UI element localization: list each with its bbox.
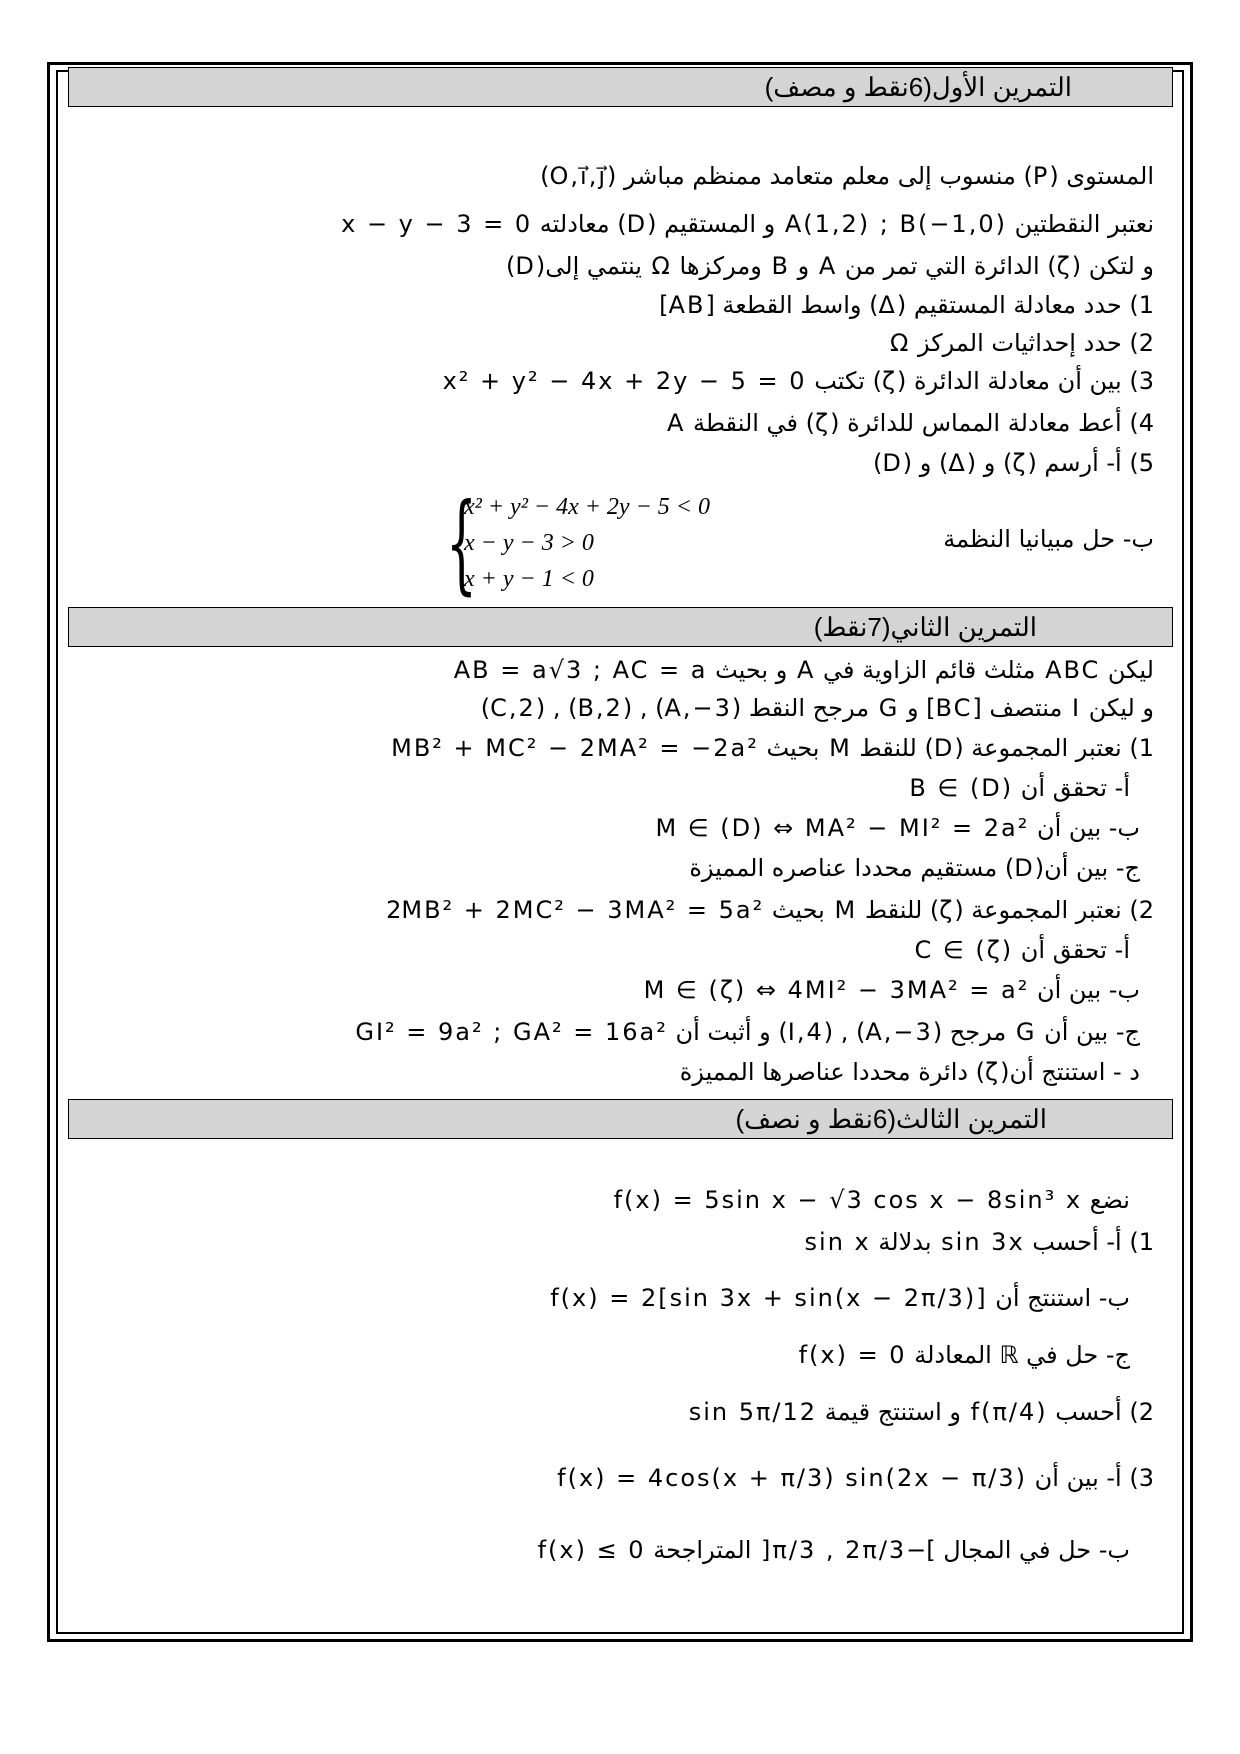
ex3-question-1a: 1) أ- أحسب sin 3x بدلالة sin x [804, 1228, 1154, 1256]
ex2-question-2c: ج- بين أن G مرجح (A,−3) , (I,4) و أثبت أن GI² = 9a² ; GA² = 16a² [355, 1018, 1140, 1046]
ex2-question-2a: أ- تحقق أن C ∈ (ζ) [914, 936, 1130, 964]
ex1-question-3: 3) بين أن معادلة الدائرة (ζ) تكتب x² + y² − 4x + 2y − 5 = 0 [442, 367, 1154, 395]
ex3-question-1c: ج- حل في ℝ المعادلة f(x) = 0 [798, 1341, 1130, 1369]
exercise-2-header [68, 607, 1173, 647]
exercise-3-title: التمرين الثالث(6نقط و نصف) [735, 1104, 1047, 1134]
system-row-3: x + y − 1 < 0 [464, 566, 594, 592]
ex3-line-1: نضع f(x) = 5sin x − √3 cos x − 8sin³ x [613, 1186, 1130, 1214]
inequality-system [446, 481, 766, 606]
ex2-question-2d: د - استنتج أن(ζ) دائرة محددا عناصرها المميزة [679, 1058, 1140, 1086]
exercise-2-title: التمرين الثاني(7نقط) [813, 612, 1037, 642]
ex3-question-3a: 3) أ- بين أن f(x) = 4cos(x + π/3) sin(2x − π/3) [557, 1464, 1154, 1492]
ex2-question-1: 1) نعتبر المجموعة (D) للنقط M بحيث MB² + MC² − 2MA² = −2a² [391, 734, 1154, 762]
ex1-line-2: نعتبر النقطتين A(1,2) ; B(−1,0) و المستقيم (D) معادلته x − y − 3 = 0 [341, 210, 1154, 238]
ex1-line-1: المستوى (P) منسوب إلى معلم متعامد ممنظم مباشر (O,i⃗,j⃗) [540, 162, 1154, 190]
ex2-question-1b: ب- بين أن M ∈ (D) ⇔ MA² − MI² = 2a² [655, 814, 1140, 842]
system-row-2: x − y − 3 > 0 [464, 530, 594, 556]
ex3-question-1b: ب- استنتج أن f(x) = 2[sin 3x + sin(x − 2π/3)] [550, 1284, 1130, 1312]
ex3-question-2: 2) أحسب f(π/4) و استنتج قيمة sin 5π/12 [688, 1398, 1154, 1426]
ex2-question-1c: ج- بين أن(D) مستقيم محددا عناصره المميزة [689, 854, 1140, 882]
ex1-line-3: و لتكن (ζ) الدائرة التي تمر من A و B ومركزها Ω ينتمي إلى(D) [506, 252, 1154, 280]
ex2-question-2: 2) نعتبر المجموعة (ζ) للنقط M بحيث 2MB² + 2MC² − 3MA² = 5a² [386, 896, 1154, 924]
system-row-1: x² + y² − 4x + 2y − 5 < 0 [464, 494, 710, 520]
ex2-line-1: ليكن ABC مثلث قائم الزاوية في A و بحيث AB = a√3 ; AC = a [453, 656, 1154, 684]
exercise-1-header [68, 67, 1173, 107]
ex1-question-5a: 5) أ- أرسم (ζ) و (Δ) و (D) [872, 449, 1154, 477]
ex1-question-5b: ب- حل مبيانيا النظمة [943, 525, 1154, 553]
ex1-question-2: 2) حدد إحداثيات المركز Ω [890, 329, 1154, 357]
exercise-1-title: التمرين الأول(6نقط و مصف) [764, 72, 1072, 102]
ex3-question-3b: ب- حل في المجال ]−π/3 , 2π/3[ المتراجحة f(x) ≤ 0 [537, 1536, 1130, 1564]
exercise-3-header [68, 1099, 1173, 1139]
ex2-question-1a: أ- تحقق أن B ∈ (D) [909, 774, 1130, 802]
ex2-line-2: و ليكن I منتصف [BC] و G مرجح النقط (A,−3) , (B,2) , (C,2) [480, 694, 1154, 722]
ex2-question-2b: ب- بين أن M ∈ (ζ) ⇔ 4MI² − 3MA² = a² [643, 976, 1140, 1004]
system-brace: { [446, 481, 477, 606]
ex1-question-4: 4) أعط معادلة المماس للدائرة (ζ) في النقطة A [666, 409, 1154, 437]
ex1-question-1: 1) حدد معادلة المستقيم (Δ) واسط القطعة [AB] [659, 291, 1154, 319]
